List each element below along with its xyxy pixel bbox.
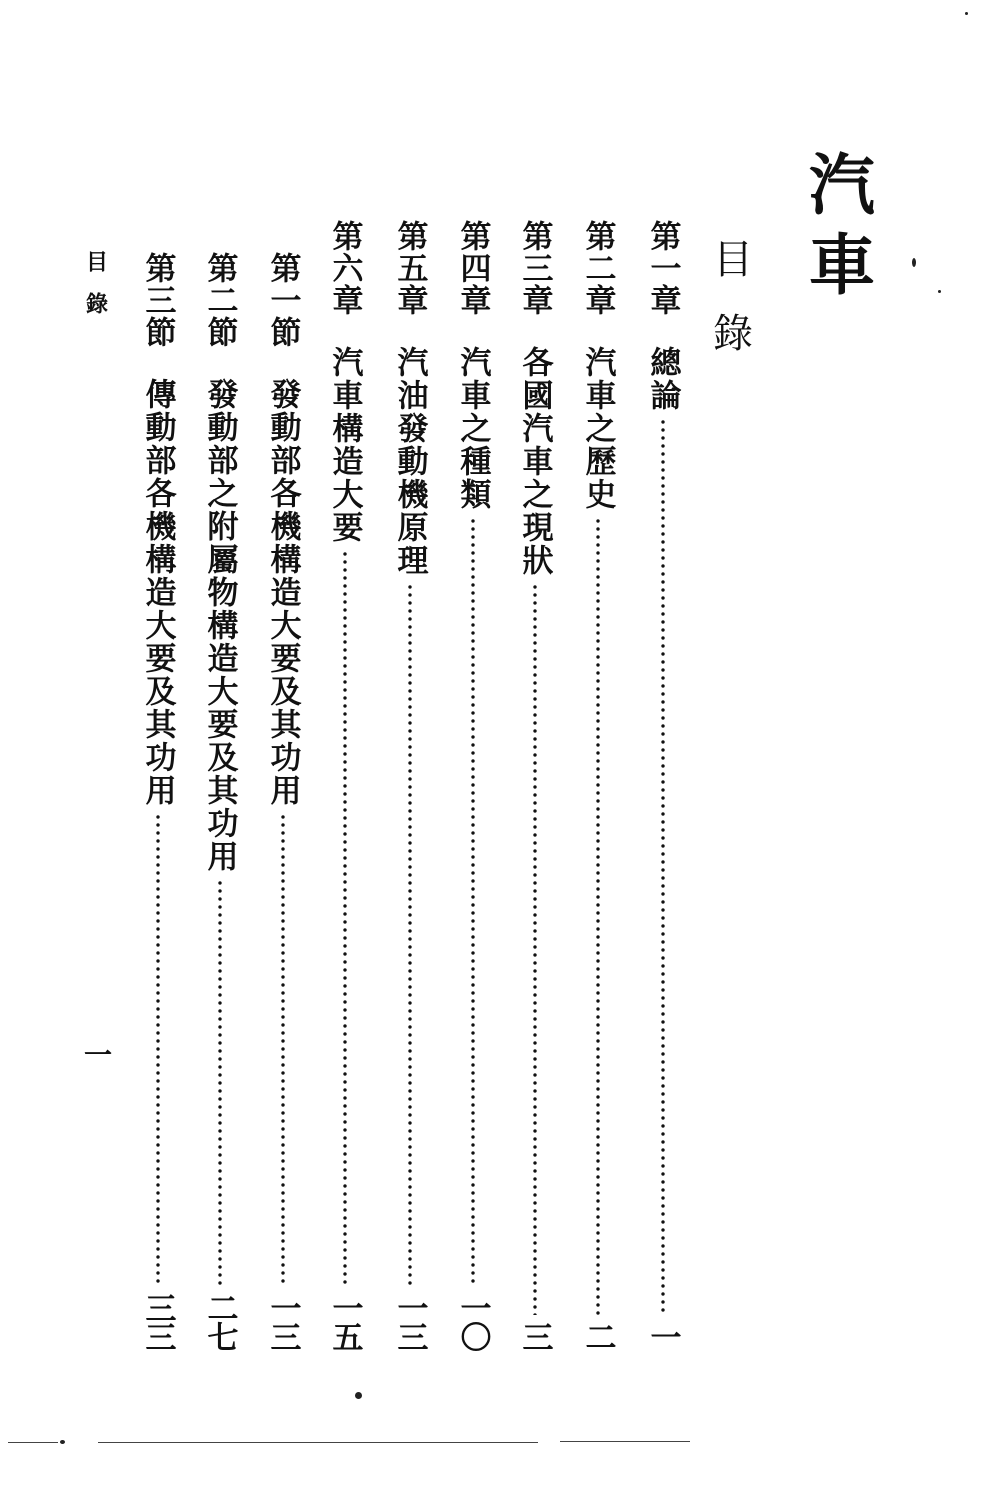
dot-leader — [408, 583, 412, 1286]
chapter-label: 第六章 — [326, 220, 363, 316]
entry-title: 汽車之歷史 — [579, 346, 616, 511]
toc-heading: 目錄 — [706, 238, 753, 386]
chapter-label: 第二章 — [579, 220, 616, 316]
page-number: 三 — [516, 1321, 553, 1350]
page-number: 一 — [644, 1321, 681, 1350]
page-number: 二七 — [201, 1292, 238, 1350]
toc-entry — [387, 220, 433, 1350]
bottom-rule — [8, 1442, 58, 1443]
toc-entry — [322, 220, 368, 1350]
entry-title: 總論 — [644, 346, 681, 412]
chapter-label: 第五章 — [391, 220, 428, 316]
running-head-column — [78, 250, 114, 334]
bottom-rule — [98, 1442, 538, 1443]
entry-title: 發動部各機構造大要及其功用 — [264, 378, 301, 807]
toc-entry — [260, 252, 306, 1350]
toc-entry — [135, 252, 181, 1350]
entry-title: 傳動部各機構造大要及其功用 — [139, 378, 176, 807]
page-number: 一三 — [391, 1292, 428, 1350]
dot-leader — [471, 517, 475, 1286]
book-title: 汽車 — [797, 150, 876, 310]
entry-title: 各國汽車之現狀 — [516, 346, 553, 577]
chapter-label: 第三章 — [516, 220, 553, 316]
chapter-label: 第一章 — [644, 220, 681, 316]
scan-speck — [938, 290, 941, 293]
running-head: 目錄 — [82, 250, 109, 334]
scan-speck — [912, 258, 916, 267]
page-number: 二 — [579, 1321, 616, 1350]
scan-speck — [355, 1392, 362, 1399]
toc-entry — [450, 220, 496, 1350]
entry-title: 汽油發動機原理 — [391, 346, 428, 577]
page-number: 一三 — [264, 1292, 301, 1350]
folio: 一 — [80, 1040, 113, 1068]
folio-column — [78, 1040, 114, 1068]
dot-leader — [533, 583, 537, 1315]
section-label: 第三節 — [139, 252, 176, 348]
dot-leader — [661, 418, 665, 1315]
dot-leader — [343, 550, 347, 1286]
bottom-rule — [560, 1441, 690, 1442]
toc-entry — [640, 220, 686, 1350]
book-title-column — [792, 150, 882, 310]
chapter-label: 第四章 — [454, 220, 491, 316]
scan-speck — [60, 1440, 65, 1444]
page-number: 一〇 — [454, 1292, 491, 1350]
entry-title: 汽車之種類 — [454, 346, 491, 511]
dot-leader — [218, 879, 222, 1286]
toc-entry — [575, 220, 621, 1350]
toc-entry — [197, 252, 243, 1350]
page-number: 一五 — [326, 1292, 363, 1350]
section-label: 第一節 — [264, 252, 301, 348]
page-number: 三三 — [139, 1292, 176, 1350]
dot-leader — [156, 813, 160, 1286]
scan-speck — [965, 12, 968, 15]
section-label: 第二節 — [201, 252, 238, 348]
entry-title: 汽車構造大要 — [326, 346, 363, 544]
dot-leader — [596, 517, 600, 1315]
entry-title: 發動部之附屬物構造大要及其功用 — [201, 378, 238, 873]
toc-heading-column — [700, 238, 760, 386]
toc-entry — [512, 220, 558, 1350]
dot-leader — [281, 813, 285, 1286]
